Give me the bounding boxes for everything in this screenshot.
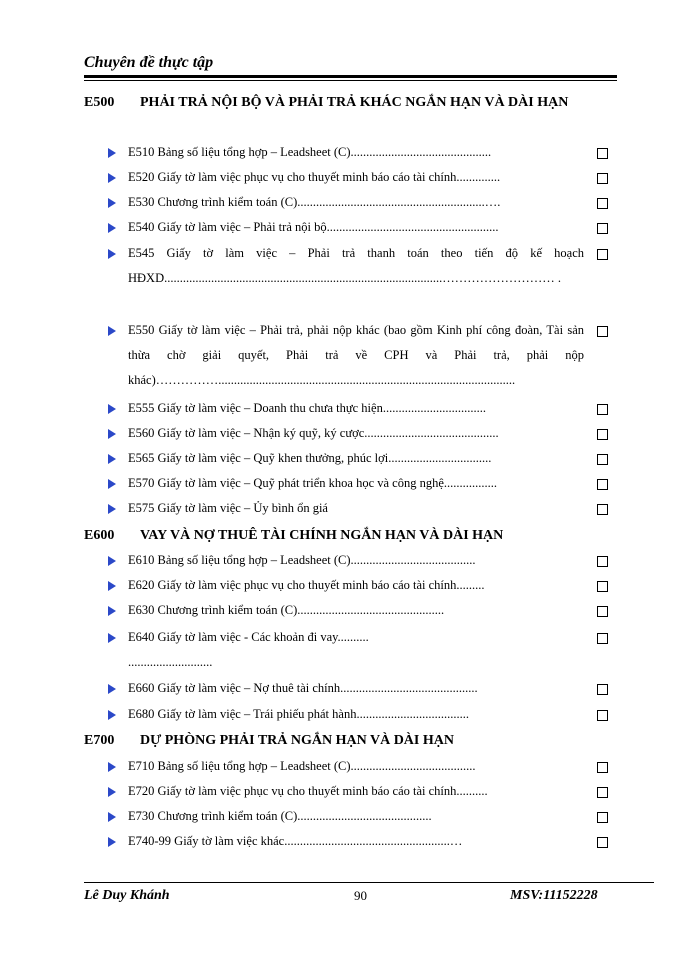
checkbox-icon: [597, 479, 608, 490]
checkbox-icon: [597, 429, 608, 440]
checkbox-icon: [597, 762, 608, 773]
arrow-icon: [108, 556, 116, 566]
checkbox-icon: [597, 710, 608, 721]
checkbox-icon: [597, 148, 608, 159]
arrow-icon: [108, 812, 116, 822]
footer-author: Lê Duy Khánh: [84, 888, 170, 903]
list-item: E545 Giấy tờ làm việc – Phải trả thanh toán theo tiến độ kế hoạch HĐXD.........................................................................................……………………… .: [108, 241, 608, 319]
arrow-icon: [108, 249, 116, 259]
section-code: E700: [84, 733, 115, 748]
arrow-icon: [108, 710, 116, 720]
footer-rule: [84, 882, 654, 883]
arrow-icon: [108, 198, 116, 208]
arrow-icon: [108, 429, 116, 439]
checkbox-icon: [597, 454, 608, 465]
arrow-icon: [108, 404, 116, 414]
checkbox-icon: [597, 249, 608, 260]
section-title: PHẢI TRẢ NỘI BỘ VÀ PHẢI TRẢ KHÁC NGẮN HẠN VÀ DÀI HẠN: [140, 95, 569, 110]
checkbox-icon: [597, 404, 608, 415]
section-e500: [84, 90, 604, 116]
page-number: 90: [354, 888, 367, 903]
arrow-icon: [108, 173, 116, 183]
arrow-icon: [108, 479, 116, 489]
arrow-icon: [108, 684, 116, 694]
checkbox-icon: [597, 787, 608, 798]
arrow-icon: [108, 223, 116, 233]
section-code: E600: [84, 528, 115, 543]
checkbox-icon: [597, 606, 608, 617]
section-code: E500: [84, 95, 115, 110]
header-rule-thick: [84, 75, 617, 78]
arrow-icon: [108, 454, 116, 464]
header-rule-thin: [84, 80, 617, 81]
arrow-icon: [108, 326, 116, 336]
list-item: E550 Giấy tờ làm việc – Phải trả, phải nộp khác (bao gồm Kinh phí công đoàn, Tài sản thừa chờ giải quyết, Phải trả về CPH và Phải trả, phải nộp khác)……………...............................................................................................: [108, 318, 608, 396]
arrow-icon: [108, 787, 116, 797]
footer-msv: MSV:11152228: [510, 888, 598, 903]
checkbox-icon: [597, 633, 608, 644]
checkbox-icon: [597, 581, 608, 592]
arrow-icon: [108, 633, 116, 643]
checkbox-icon: [597, 556, 608, 567]
arrow-icon: [108, 837, 116, 847]
checkbox-icon: [597, 504, 608, 515]
arrow-icon: [108, 504, 116, 514]
checkbox-icon: [597, 326, 608, 337]
checkbox-icon: [597, 837, 608, 848]
arrow-icon: [108, 762, 116, 772]
section-title: DỰ PHÒNG PHẢI TRẢ NGẮN HẠN VÀ DÀI HẠN: [140, 733, 454, 748]
arrow-icon: [108, 581, 116, 591]
section-title: VAY VÀ NỢ THUÊ TÀI CHÍNH NGẮN HẠN VÀ DÀI HẠN: [140, 528, 504, 543]
section-e600: [84, 523, 604, 549]
checkbox-icon: [597, 223, 608, 234]
checkbox-icon: [597, 173, 608, 184]
arrow-icon: [108, 148, 116, 158]
section-e700: [84, 728, 604, 754]
checkbox-icon: [597, 812, 608, 823]
checkbox-icon: [597, 198, 608, 209]
arrow-icon: [108, 606, 116, 616]
checkbox-icon: [597, 684, 608, 695]
document-header: Chuyên đề thực tập: [84, 54, 214, 71]
